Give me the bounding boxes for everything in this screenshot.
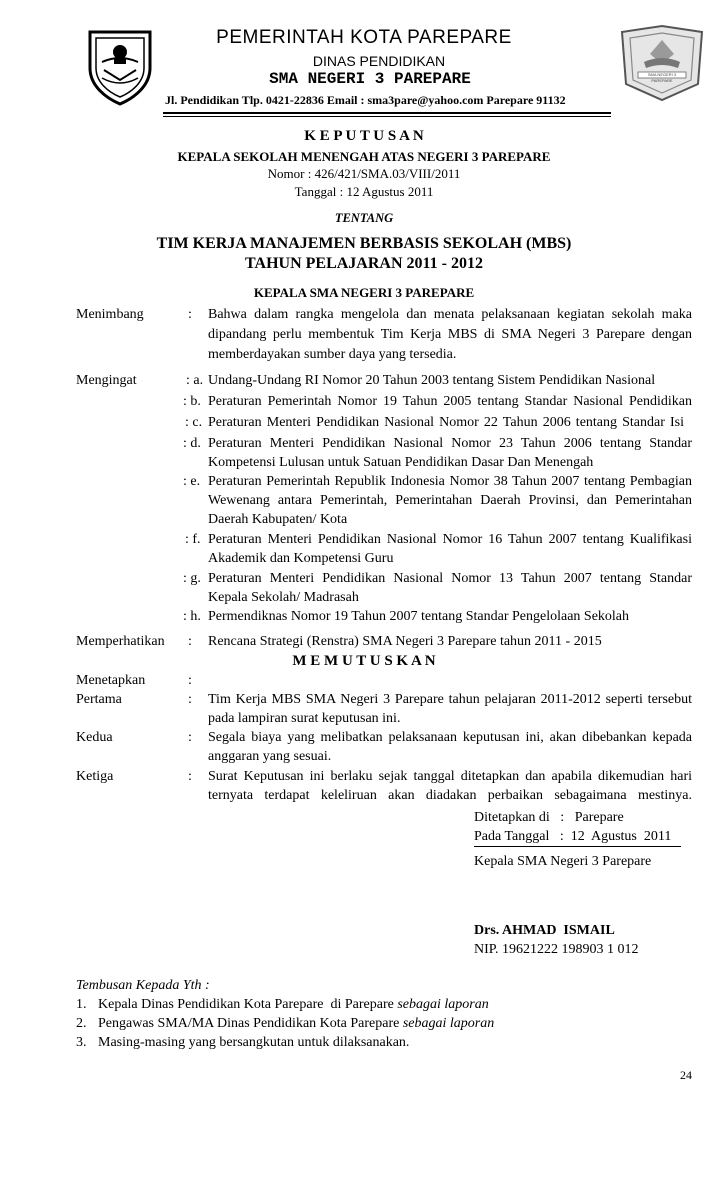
mengingat-marker: : g. bbox=[183, 571, 201, 586]
mengingat-item-line: Peraturan Menteri Pendidikan Nasional Nomor 22 Tahun 2006 tentang Standar Isi bbox=[208, 415, 684, 430]
decree-subject-line1: TIM KERJA MANAJEMEN BERBASIS SEKOLAH (MBS) bbox=[156, 235, 572, 252]
decree-authority: KEPALA SMA NEGERI 3 PAREPARE bbox=[253, 285, 475, 300]
ketiga-line: ternyata terdapat keleliruan akan diadakan perbaikan sebagaimana mestinya. bbox=[208, 788, 692, 803]
signature-divider bbox=[474, 846, 681, 847]
memutuskan-title: M E M U T U S K A N bbox=[292, 653, 436, 669]
pertama-label: Pertama bbox=[76, 692, 122, 707]
kedua-colon: : bbox=[188, 730, 192, 745]
signature-place: Ditetapkan di : Parepare bbox=[474, 810, 624, 825]
mengingat-item-line: Kompetensi Lulusan untuk Satuan Pendidikan Dasar Dan Menengah bbox=[208, 455, 594, 470]
tembusan-item-note: sebagai laporan bbox=[402, 1016, 495, 1031]
tembusan-item bbox=[98, 995, 489, 1015]
ketiga-colon: : bbox=[188, 769, 192, 784]
mengingat-item-line: Peraturan Pemerintah Republik Indonesia Nomor 38 Tahun 2007 tentang Pembagian bbox=[208, 474, 692, 489]
signature-nip: NIP. 19621222 198903 1 012 bbox=[474, 942, 639, 957]
mengingat-item-line: Undang-Undang RI Nomor 20 Tahun 2003 tentang Sistem Pendidikan Nasional bbox=[208, 373, 656, 388]
ketiga-label: Ketiga bbox=[76, 769, 114, 784]
mengingat-item-line: Peraturan Menteri Pendidikan Nasional Nomor 23 Tahun 2006 tentang Standar bbox=[208, 436, 692, 451]
kedua-line: anggaran yang sesuai. bbox=[208, 749, 332, 764]
tembusan-item-text: Kepala Dinas Pendidikan Kota Parepare di Parepare bbox=[98, 997, 398, 1012]
pertama-line: Tim Kerja MBS SMA Negeri 3 Parepare tahun pelajaran 2011-2012 seperti tersebut bbox=[208, 692, 692, 707]
memperhatikan-text: Rencana Strategi (Renstra) SMA Negeri 3 Parepare tahun 2011 - 2015 bbox=[208, 634, 602, 649]
school-emblem-icon bbox=[616, 24, 708, 102]
tembusan-item bbox=[98, 1033, 409, 1053]
mengingat-item-line: Daerah Kabupaten/ Kota bbox=[208, 512, 348, 527]
page-number: 24 bbox=[680, 1068, 692, 1082]
mengingat-item-line: Peraturan Pemerintah Nomor 19 Tahun 2005 tentang Standar Nasional Pendidikan bbox=[208, 394, 692, 409]
mengingat-marker: : c. bbox=[185, 415, 203, 430]
pertama-colon: : bbox=[188, 692, 192, 707]
tembusan-item-note: sebagai laporan bbox=[397, 997, 489, 1012]
mengingat-label: Mengingat bbox=[76, 373, 137, 388]
pertama-line: pada lampiran surat keputusan ini. bbox=[208, 711, 401, 726]
mengingat-item-line: Akademik dan Kompetensi Guru bbox=[208, 551, 394, 566]
mengingat-item-line: Peraturan Menteri Pendidikan Nasional Nomor 16 Tahun 2007 tentang Kualifikasi bbox=[208, 532, 692, 547]
tembusan-number: 3. bbox=[76, 1035, 87, 1050]
signature-date: Pada Tanggal : 12 Agustus 2011 bbox=[474, 829, 672, 844]
tembusan-heading: Tembusan Kepada Yth : bbox=[76, 978, 210, 993]
ketiga-line: Surat Keputusan ini berlaku sejak tanggal ditetapkan dan apabila dikemudian hari bbox=[208, 769, 692, 784]
tembusan-item bbox=[98, 1014, 494, 1034]
letterhead-divider-thin bbox=[163, 116, 611, 117]
tembusan-number: 1. bbox=[76, 997, 87, 1012]
decree-subject-line2: TAHUN PELAJARAN 2011 - 2012 bbox=[245, 255, 483, 272]
signature-name: Drs. AHMAD ISMAIL bbox=[474, 923, 615, 938]
memperhatikan-colon: : bbox=[188, 634, 192, 649]
mengingat-marker: : b. bbox=[183, 394, 201, 409]
decree-issuer: KEPALA SEKOLAH MENENGAH ATAS NEGERI 3 PAREPARE bbox=[177, 149, 551, 164]
kedua-line: Segala biaya yang melibatkan pelaksanaan keputusan ini, akan dibebankan kepada bbox=[208, 730, 692, 745]
letterhead-line3: SMA NEGERI 3 PAREPARE bbox=[269, 70, 471, 88]
decree-about: TENTANG bbox=[334, 211, 394, 225]
decree-number: Nomor : 426/421/SMA.03/VIII/2011 bbox=[267, 166, 461, 181]
menetapkan-colon: : bbox=[188, 673, 192, 688]
letterhead-address: Jl. Pendidikan Tlp. 0421-22836 Email : sma3pare@yahoo.com Parepare 91132 bbox=[165, 93, 566, 107]
tembusan-item-text: Masing-masing yang bersangkutan untuk dilaksanakan. bbox=[98, 1035, 410, 1050]
menetapkan-label: Menetapkan bbox=[76, 673, 146, 688]
menimbang-line: memberdayakan sumber daya yang tersedia. bbox=[208, 347, 457, 362]
mengingat-marker: : e. bbox=[183, 474, 201, 489]
letterhead-divider-thick bbox=[163, 112, 611, 114]
memperhatikan-label: Memperhatikan bbox=[76, 634, 165, 649]
signature-position: Kepala SMA Negeri 3 Parepare bbox=[474, 854, 652, 869]
mengingat-marker: : f. bbox=[185, 532, 201, 547]
mengingat-item-line: Wewenang antara Pemerintah, Pemerintahan Daerah Provinsi, dan Pemerintahan bbox=[208, 493, 692, 508]
mengingat-item-line: Kepala Sekolah/ Madrasah bbox=[208, 590, 359, 605]
menimbang-colon: : bbox=[188, 307, 192, 322]
menimbang-line: dipandang perlu membentuk Tim Kerja MBS di SMA Negeri 3 Parepare dengan bbox=[208, 327, 692, 342]
mengingat-item-line: Peraturan Menteri Pendidikan Nasional Nomor 13 Tahun 2007 tentang Standar bbox=[208, 571, 692, 586]
kedua-label: Kedua bbox=[76, 730, 113, 745]
tembusan-item-text: Pengawas SMA/MA Dinas Pendidikan Kota Parepare bbox=[98, 1016, 403, 1031]
school-emblem-text: SMA NEGERI 3 PAREPARE bbox=[647, 72, 677, 83]
menimbang-label: Menimbang bbox=[76, 307, 144, 322]
letterhead-line2: DINAS PENDIDIKAN bbox=[312, 53, 446, 69]
tembusan-number: 2. bbox=[76, 1016, 87, 1031]
right-logo bbox=[616, 24, 708, 102]
letterhead-line1: PEMERINTAH KOTA PAREPARE bbox=[216, 27, 512, 48]
decree-date: Tanggal : 12 Agustus 2011 bbox=[294, 184, 434, 199]
mengingat-item-line: Permendiknas Nomor 19 Tahun 2007 tentang Standar Pengelolaan Sekolah bbox=[208, 609, 630, 624]
decree-title: K E P U T U S A N bbox=[304, 128, 424, 144]
mengingat-marker: : d. bbox=[183, 436, 201, 451]
mengingat-marker: : a. bbox=[186, 373, 204, 388]
mengingat-marker: : h. bbox=[183, 609, 201, 624]
menimbang-line: Bahwa dalam rangka mengelola dan menata pelaksanaan kegiatan sekolah maka bbox=[208, 307, 692, 322]
